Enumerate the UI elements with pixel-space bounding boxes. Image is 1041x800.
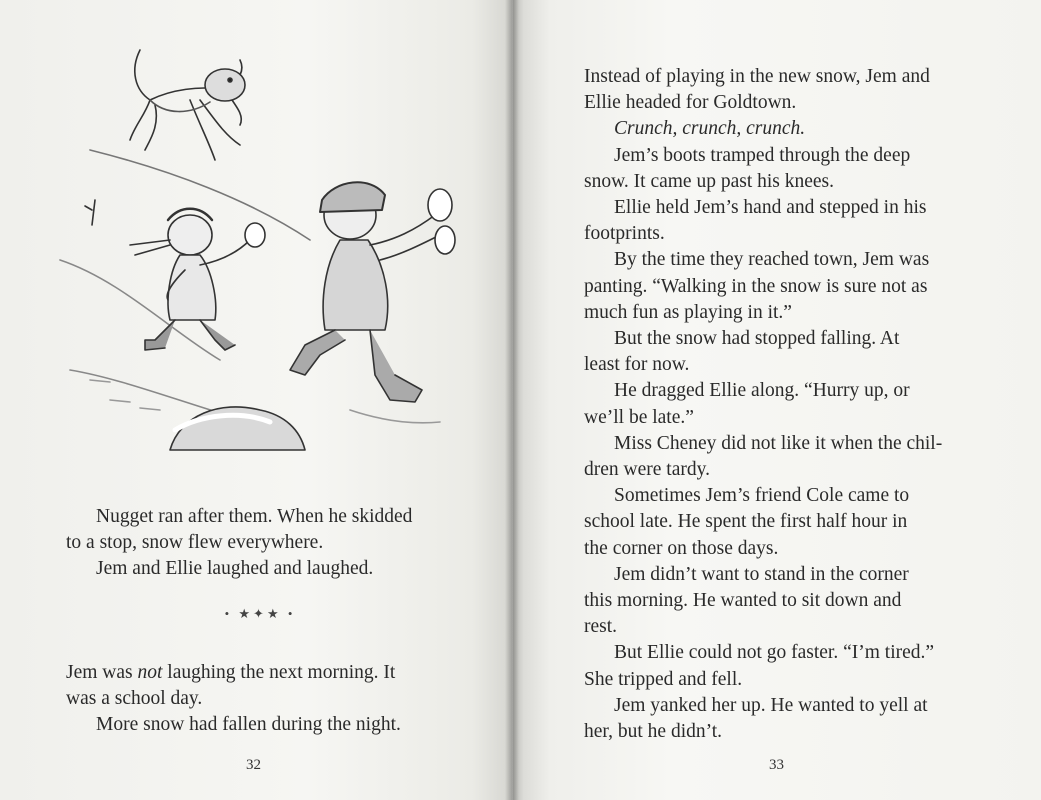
text-line: But the snow had stopped falling. At [614, 328, 900, 350]
left-page [0, 0, 513, 800]
page-number: 33 [769, 757, 784, 773]
page-number: 32 [246, 757, 261, 773]
text-line: Ellie held Jem’s hand and stepped in his [614, 197, 927, 219]
text-line: She tripped and fell. [584, 668, 743, 690]
text-line: By the time they reached town, Jem was [614, 249, 930, 271]
text-line [584, 116, 984, 142]
right-paragraph-block [584, 64, 984, 745]
text-line: But Ellie could not go faster. “I’m tired.” [614, 642, 935, 664]
text-line: snow. It came up past his knees. [584, 170, 835, 192]
children-running-in-snow-illustration [50, 30, 470, 490]
text-line: least for now. [584, 354, 690, 376]
text-line: footprints. [584, 223, 665, 245]
text-line: Sometimes Jem’s friend Cole came to [614, 485, 910, 507]
text-line: Jem didn’t want to stand in the corner [614, 563, 909, 585]
text-line: Ellie headed for Goldtown. [584, 92, 797, 114]
left-paragraph-block-1 [66, 504, 456, 583]
text-line: Jem’s boots tramped through the deep [614, 144, 911, 166]
text-line: Jem and Ellie laughed and laughed. [96, 558, 374, 580]
text-run: laughing the next morning. It [162, 662, 396, 683]
text-line: More snow had fallen during the night. [96, 714, 401, 736]
book-gutter [505, 0, 519, 800]
text-line: we’ll be late.” [584, 406, 694, 428]
text-line: this morning. He wanted to sit down and [584, 590, 902, 612]
text-line: panting. “Walking in the snow is sure not as [584, 275, 928, 297]
text-line: Instead of playing in the new snow, Jem and [584, 66, 930, 87]
text-line: He dragged Ellie along. “Hurry up, or [614, 380, 910, 402]
text-line: to a stop, snow flew everywhere. [66, 532, 324, 554]
section-break-ornament: • ★✦★ • [224, 606, 296, 621]
text-line: dren were tardy. [584, 459, 710, 481]
text-line: school late. He spent the first half hour in [584, 511, 908, 533]
text-line: her, but he didn’t. [584, 721, 723, 743]
text-run: Jem was [66, 662, 138, 683]
left-paragraph-block-2 [66, 660, 456, 739]
text-line [66, 660, 456, 686]
text-line: Miss Cheney did not like it when the chil- [614, 432, 943, 454]
text-line: Jem yanked her up. He wanted to yell at [614, 694, 928, 716]
text-line: Nugget ran after them. When he skidded [96, 506, 413, 527]
text-line: was a school day. [66, 688, 203, 710]
text-line: the corner on those days. [584, 537, 779, 559]
emphasis-text: Crunch, crunch, crunch. [614, 118, 806, 140]
emphasis-text: not [137, 662, 163, 683]
text-line: rest. [584, 616, 618, 638]
text-line: much fun as playing in it.” [584, 301, 792, 323]
